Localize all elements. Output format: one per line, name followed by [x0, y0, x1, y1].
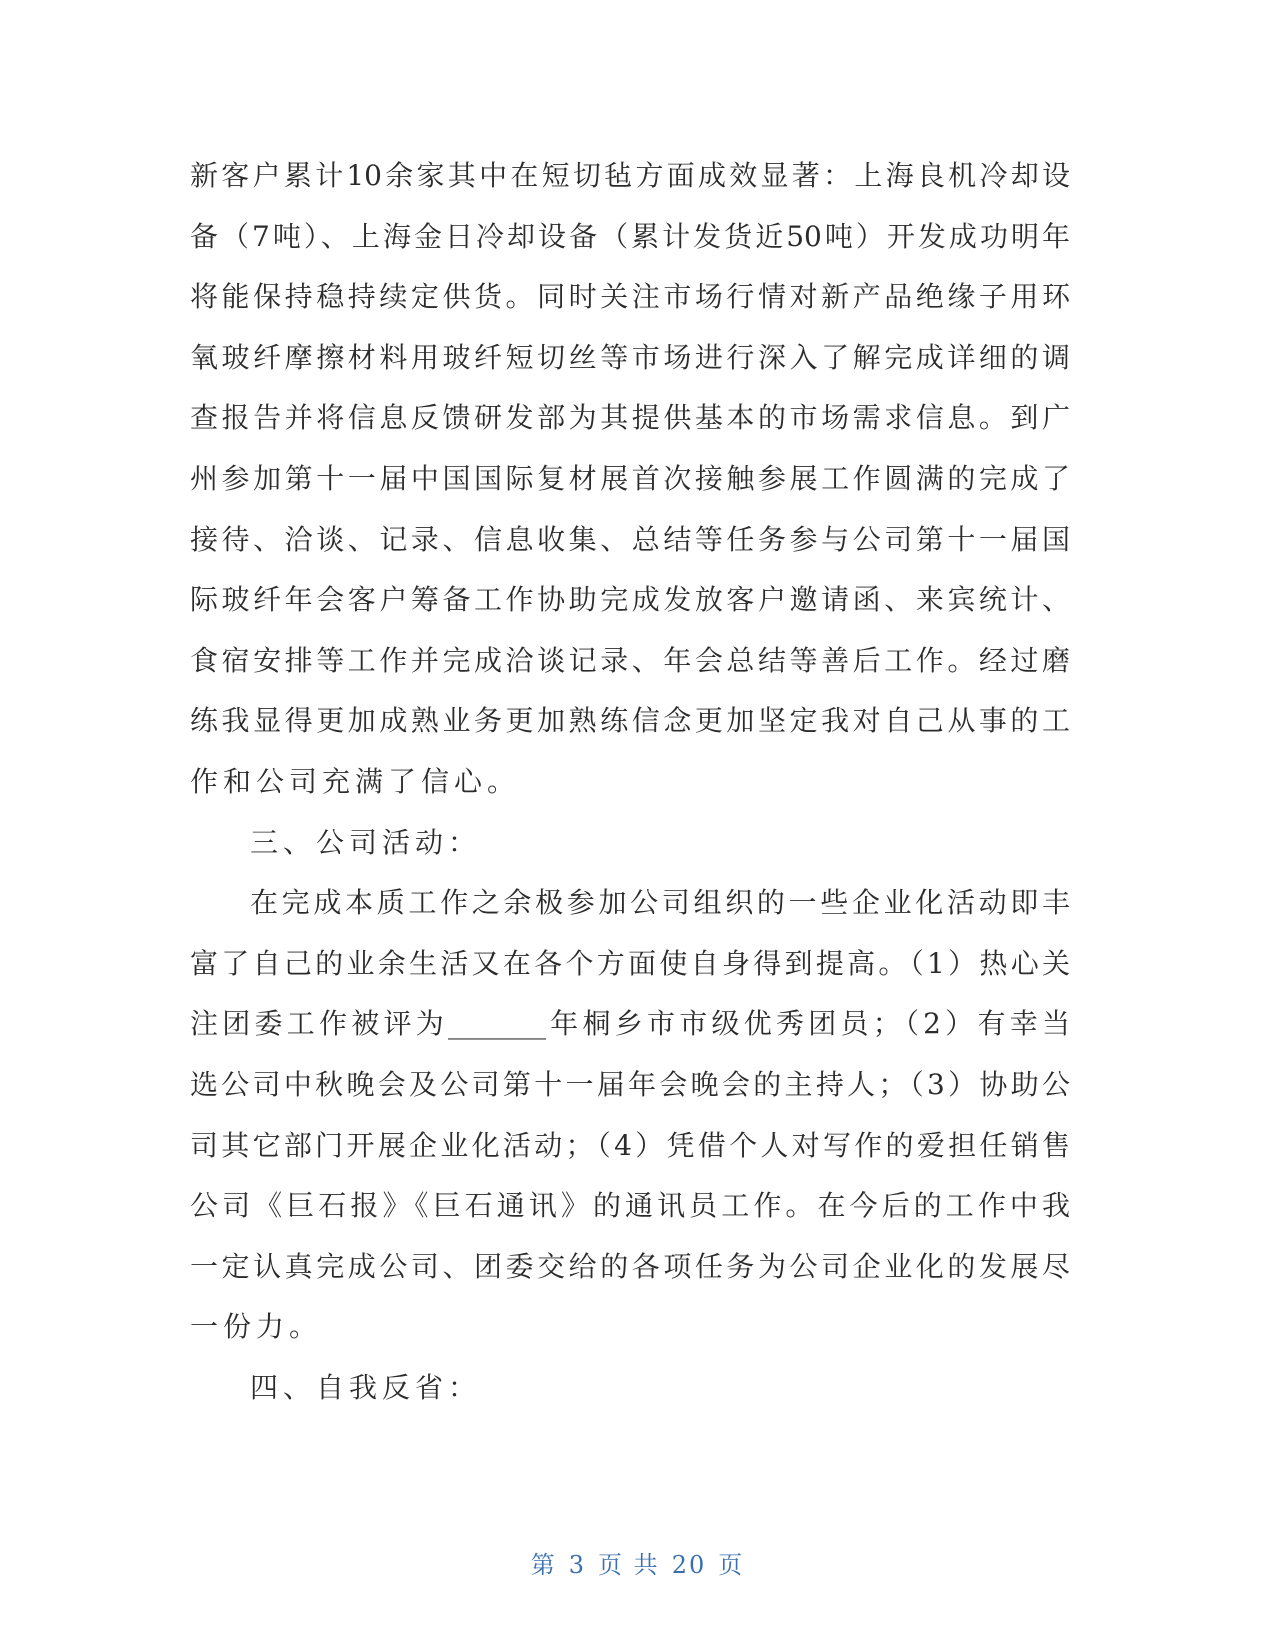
current-page-number: 3 [568, 1551, 587, 1579]
paragraph-line: 州参加第十一届中国国际复材展首次接触参展工作圆满的完成了 [190, 461, 1070, 495]
paragraph-line: 一定认真完成公司、团委交给的各项任务为公司企业化的发展尽 [190, 1249, 1070, 1283]
footer-suffix: 页 [718, 1551, 745, 1579]
paragraph-line: 富了自己的业余生活又在各个方面使自身得到提高。（1）热心关 [190, 946, 1070, 980]
paragraph-line: 备（7吨）、上海金日冷却设备（累计发货近50吨）开发成功明年 [190, 219, 1070, 253]
paragraph-line: 氧玻纤摩擦材料用玻纤短切丝等市场进行深入了解完成详细的调 [190, 340, 1070, 374]
paragraph-line: 际玻纤年会客户筹备工作协助完成发放客户邀请函、来宾统计、 [190, 583, 1070, 617]
total-page-count: 20 [671, 1551, 707, 1579]
paragraph-line: 选公司中秋晚会及公司第十一届年会晚会的主持人；（3）协助公 [190, 1067, 1070, 1101]
paragraph-line: 接待、洽谈、记录、信息收集、总结等任务参与公司第十一届国 [190, 522, 1070, 556]
paragraph-line-last: 一份力。 [190, 1310, 323, 1344]
footer-prefix: 第 [530, 1551, 557, 1579]
paragraph-line-last: 作和公司充满了信心。 [190, 764, 521, 798]
paragraph-line: 司其它部门开展企业化活动；（4）凭借个人对写作的爱担任销售 [190, 1128, 1070, 1162]
paragraph-line: 公司《巨石报》《巨石通讯》的通讯员工作。在今后的工作中我 [190, 1189, 1070, 1223]
paragraph-line: 注团委工作被评为_______年桐乡市市级优秀团员；（2）有幸当 [190, 1007, 1070, 1041]
paragraph-line-first: 在完成本质工作之余极参加公司组织的一些企业化活动即丰 [250, 886, 1070, 920]
paragraph-line: 食宿安排等工作并完成洽谈记录、年会总结等善后工作。经过磨 [190, 643, 1070, 677]
paragraph-market-development [190, 146, 1070, 813]
paragraph-line: 新客户累计10余家其中在短切毡方面成效显著：上海良机冷却设 [190, 159, 1070, 192]
paragraph-line: 将能保持稳持续定供货。同时关注市场行情对新产品绝缘子用环 [190, 280, 1070, 314]
body-text [190, 146, 1070, 1418]
footer-middle: 页 共 [598, 1551, 660, 1579]
section-heading-self-reflection: 四、自我反省： [250, 1370, 482, 1404]
paragraph-line: 练我显得更加成熟业务更加熟练信念更加坚定我对自己从事的工 [190, 704, 1070, 738]
paragraph-company-activities [190, 873, 1070, 1358]
page-number-footer [0, 1545, 1275, 1580]
section-heading-company-activities: 三、公司活动： [250, 825, 482, 859]
paragraph-line: 查报告并将信息反馈研发部为其提供基本的市场需求信息。到广 [190, 401, 1070, 435]
